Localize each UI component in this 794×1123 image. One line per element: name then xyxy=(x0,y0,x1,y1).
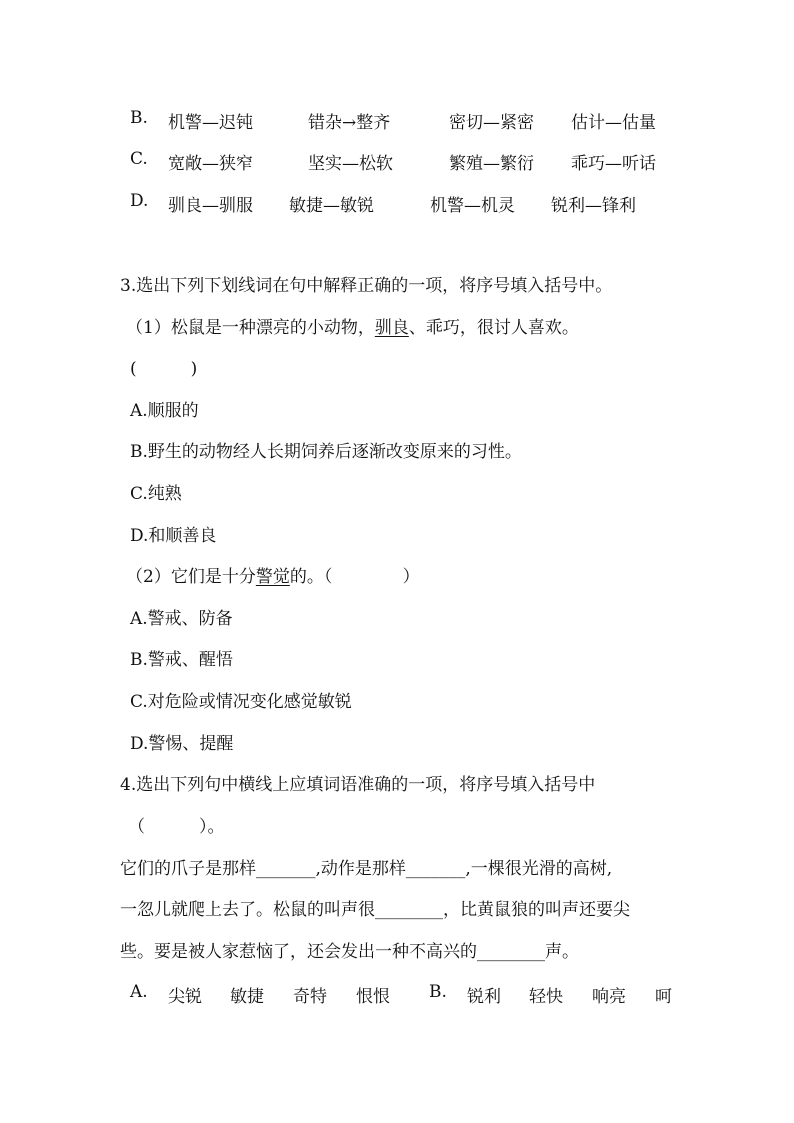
choice-d: D.和顺善良 xyxy=(130,526,217,546)
option-letter: B. xyxy=(130,108,148,128)
question-3-sub2 xyxy=(126,565,420,589)
option-word: 锐利 xyxy=(467,987,501,1007)
choice-a: A.顺服的 xyxy=(130,401,199,421)
choice-c: C.对危险或情况变化感觉敏锐 xyxy=(130,692,352,712)
choice-a: A.警戒、防备 xyxy=(130,609,233,629)
choice-b: B.警戒、醒悟 xyxy=(130,650,233,670)
sentence-text: （2）它们是十分 xyxy=(126,567,256,587)
passage-line: 些。要是被人家惹恼了，还会发出一种不高兴的________声。 xyxy=(120,942,579,962)
question-4-title: 4.选出下列句中横线上应填词语准确的一项，将序号填入括号中 xyxy=(120,775,596,795)
word-pair: 锐利—锋利 xyxy=(551,196,636,216)
answer-blank[interactable]: （ ）。 xyxy=(128,817,225,837)
option-letter: D. xyxy=(130,191,149,211)
option-letter: A. xyxy=(130,982,148,1002)
question-3-sub1 xyxy=(126,316,579,340)
choice-b: B.野生的动物经人长期饲养后逐渐改变原来的习性。 xyxy=(130,442,522,462)
passage-line: 它们的爪子是那样_______,动作是那样_______,一棵很光滑的高树, xyxy=(120,859,613,879)
choice-c: C.纯熟 xyxy=(130,484,182,504)
option-word: 尖锐 xyxy=(168,987,202,1007)
word-pair: 估计—估量 xyxy=(571,113,656,133)
word-pair: 宽敞—狭窄 xyxy=(168,154,253,174)
word-pair: 繁殖—繁衍 xyxy=(449,154,534,174)
sentence-text: 、乖巧，很讨人喜欢。 xyxy=(408,318,579,338)
passage-line: 一忽儿就爬上去了。松鼠的叫声很________，比黄鼠狼的叫声还要尖 xyxy=(120,900,630,920)
choice-d: D.警惕、提醒 xyxy=(130,734,234,754)
option-word: 奇特 xyxy=(293,987,327,1007)
word-pair: 坚实—松软 xyxy=(308,154,393,174)
word-pair: 驯良—驯服 xyxy=(168,196,253,216)
option-word: 轻快 xyxy=(529,987,563,1007)
word-pair: 密切—紧密 xyxy=(449,113,534,133)
sentence-text: 的。（ ） xyxy=(289,567,420,587)
word-pair: 机警—机灵 xyxy=(430,196,515,216)
word-pair: 机警—迟钝 xyxy=(168,113,253,133)
option-letter: B. xyxy=(429,982,447,1002)
word-pair: 错杂→整齐 xyxy=(308,113,391,133)
underlined-word: 警觉 xyxy=(255,567,290,587)
answer-blank[interactable]: ( ) xyxy=(130,359,198,379)
sentence-text: （1）松鼠是一种漂亮的小动物， xyxy=(126,318,375,338)
option-word: 响亮 xyxy=(592,987,626,1007)
option-word: 呵 xyxy=(655,987,672,1007)
word-pair: 乖巧—听话 xyxy=(571,154,656,174)
underlined-word: 驯良 xyxy=(374,318,409,338)
option-letter: C. xyxy=(130,149,148,169)
option-word: 敏捷 xyxy=(230,987,264,1007)
word-pair: 敏捷—敏锐 xyxy=(289,196,374,216)
option-word: 恨恨 xyxy=(356,987,390,1007)
question-3-title: 3.选出下列下划线词在句中解释正确的一项，将序号填入括号中。 xyxy=(120,276,613,296)
